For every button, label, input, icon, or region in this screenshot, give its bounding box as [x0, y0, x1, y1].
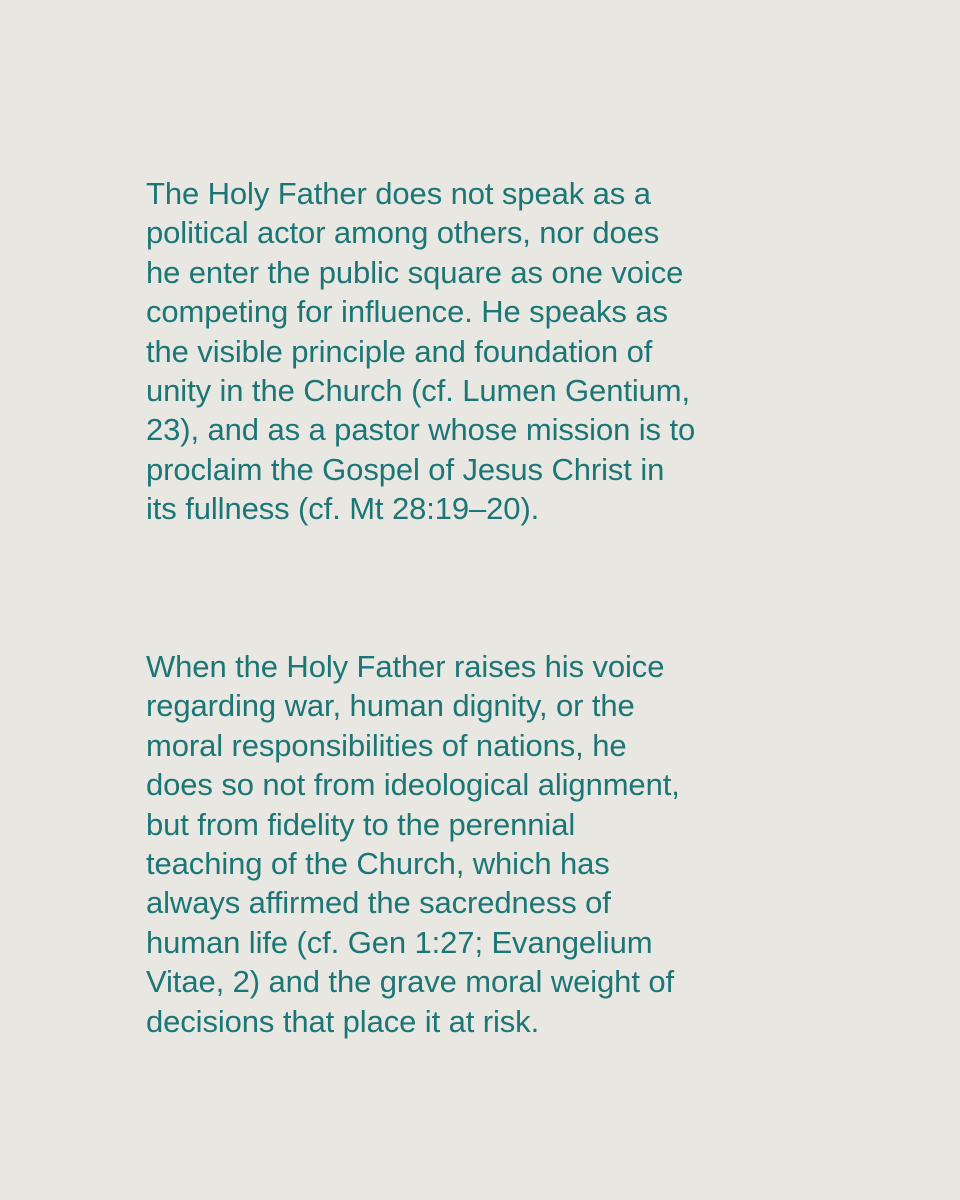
paragraph-line: does so not from ideological alignment,	[146, 767, 680, 803]
paragraph-1	[146, 174, 826, 529]
paragraph-line: its fullness (cf. Mt 28:19–20).	[146, 491, 540, 527]
paragraph-line: moral responsibilities of nations, he	[146, 727, 627, 763]
paragraph-line: When the Holy Father raises his voice	[146, 649, 665, 684]
paragraph-line: human life (cf. Gen 1:27; Evangelium	[146, 924, 653, 960]
paragraph-line: the visible principle and foundation of	[146, 333, 653, 369]
paragraph-line: he enter the public square as one voice	[146, 254, 684, 290]
paragraph-line: always affirmed the sacredness of	[146, 885, 611, 921]
paragraph-line: Vitae, 2) and the grave moral weight of	[146, 964, 675, 1000]
paragraph-line: regarding war, human dignity, or the	[146, 688, 635, 724]
paragraph-line: proclaim the Gospel of Jesus Christ in	[146, 451, 665, 487]
paragraph-line: decisions that place it at risk.	[146, 1003, 540, 1039]
paragraph-line: but from fidelity to the perennial	[146, 806, 576, 842]
paragraph-line: political actor among others, nor does	[146, 215, 660, 251]
paragraph-2	[146, 647, 826, 1041]
paragraph-line: unity in the Church (cf. Lumen Gentium,	[146, 373, 691, 409]
paragraph-line: The Holy Father does not speak as a	[146, 176, 651, 211]
paragraph-line: competing for influence. He speaks as	[146, 294, 668, 330]
paragraph-line: teaching of the Church, which has	[146, 846, 610, 882]
paragraph-line: 23), and as a pastor whose mission is to	[146, 412, 696, 448]
